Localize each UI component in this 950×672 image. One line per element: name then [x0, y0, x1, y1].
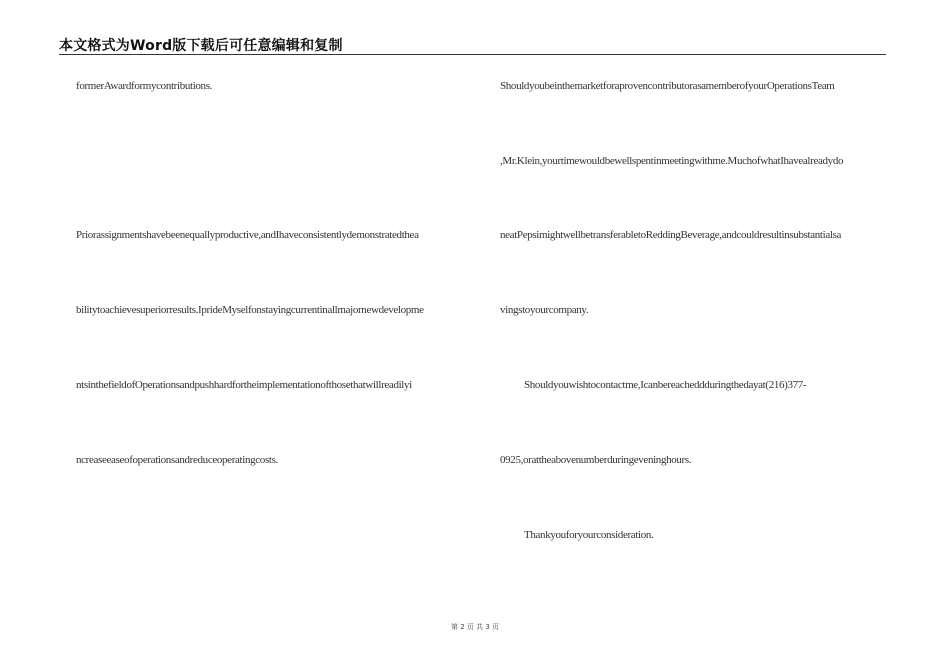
text-line: bilitytoachievesuperiorresults.IprideMyselfonstayingcurrentinallmajornewdevelopme	[76, 304, 424, 316]
text-line: Thankyouforyourconsideration.	[524, 529, 654, 541]
text-line: Shouldyouwishtocontactme,Icanbereacheddduringthedayat(216)377-	[524, 379, 807, 391]
page-header	[59, 34, 886, 55]
text-line: neatPepsimightwellbetransferabletoReddingBeverage,andcouldresultinsubstantialsa	[500, 229, 842, 241]
text-line: Priorassignmentshavebeenequallyproductive,andIhaveconsistentlydemonstratedthea	[76, 229, 419, 241]
page-number: 第 2 页 共 3 页	[450, 623, 500, 631]
text-line: ncreaseeaseofoperationsandreduceoperatingcosts.	[76, 454, 278, 466]
header-title: 本文格式为Word版下载后可任意编辑和复制	[59, 38, 343, 54]
text-line: formerAwardformycontributions.	[76, 80, 213, 92]
text-line: ,Mr.Klein,yourtimewouldbewellspentinmeetingwithme.MuchofwhatIhavealreadydo	[500, 155, 844, 167]
text-line: 0925,orattheabovenumberduringeveninghours.	[500, 454, 692, 466]
text-line: ntsinthefieldofOperationsandpushhardfortheimplementationofthosethatwillreadilyi	[76, 379, 412, 391]
text-line: ShouldyoubeinthemarketforaprovencontributorasamemberofyourOperationsTeam	[500, 80, 835, 92]
text-line: vingstoyourcompany.	[500, 304, 589, 316]
